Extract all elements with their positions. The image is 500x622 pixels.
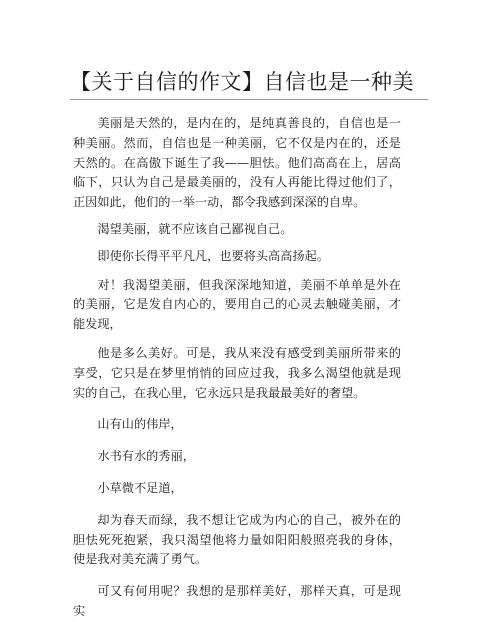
paragraph: 美丽是天然的，是内在的，是纯真善良的，自信也是一种美丽。然而，自信也是一种美丽，它不仅是内在的，还是天然的。在高傲下诞生了我——胆怯。他们高高在上，居高临下，只认为自己是最美丽的，没有人再能比得过他们了，正因如此，他们的一举一动，都令我感到深深的自卑。 <box>73 116 401 210</box>
paragraph: 渴望美丽，就不应该自己鄙视自己。 <box>97 221 293 236</box>
paragraph: 即使你长得平平凡凡，也要将头高高扬起。 <box>97 248 329 263</box>
paragraph: 水书有水的秀丽， <box>97 449 195 464</box>
paragraph: 对！我渴望美丽，但我深深地知道，美丽不单单是外在的美丽，它是发自内心的，要用自己的心灵去触碰美丽，才能发现， <box>73 277 401 332</box>
paragraph: 却为春天而绿，我不想让它成为内心的自己，被外在的胆怯死死抱紧，我只渴望他将力量如阳阳般照亮我的身体，使是我对美充满了勇气。 <box>73 512 401 567</box>
paragraph: 小草微不足道， <box>97 480 183 495</box>
document-body <box>73 114 401 622</box>
paragraph: 他是多么美好。可是，我从来没有感受到美丽所带来的享受，它只是在梦里悄悄的回应过我，我多么渴望他就是现实的自己，在我心里，它永远只是我最最美好的奢望。 <box>73 345 401 400</box>
document-title: 【关于自信的作文】自信也是一种美 <box>70 70 414 94</box>
paragraph: 可又有何用呢？我想的是那样美好，那样天真，可是现实 <box>73 584 401 618</box>
paragraph: 山有山的伟岸， <box>97 417 183 432</box>
title-divider <box>70 99 428 100</box>
